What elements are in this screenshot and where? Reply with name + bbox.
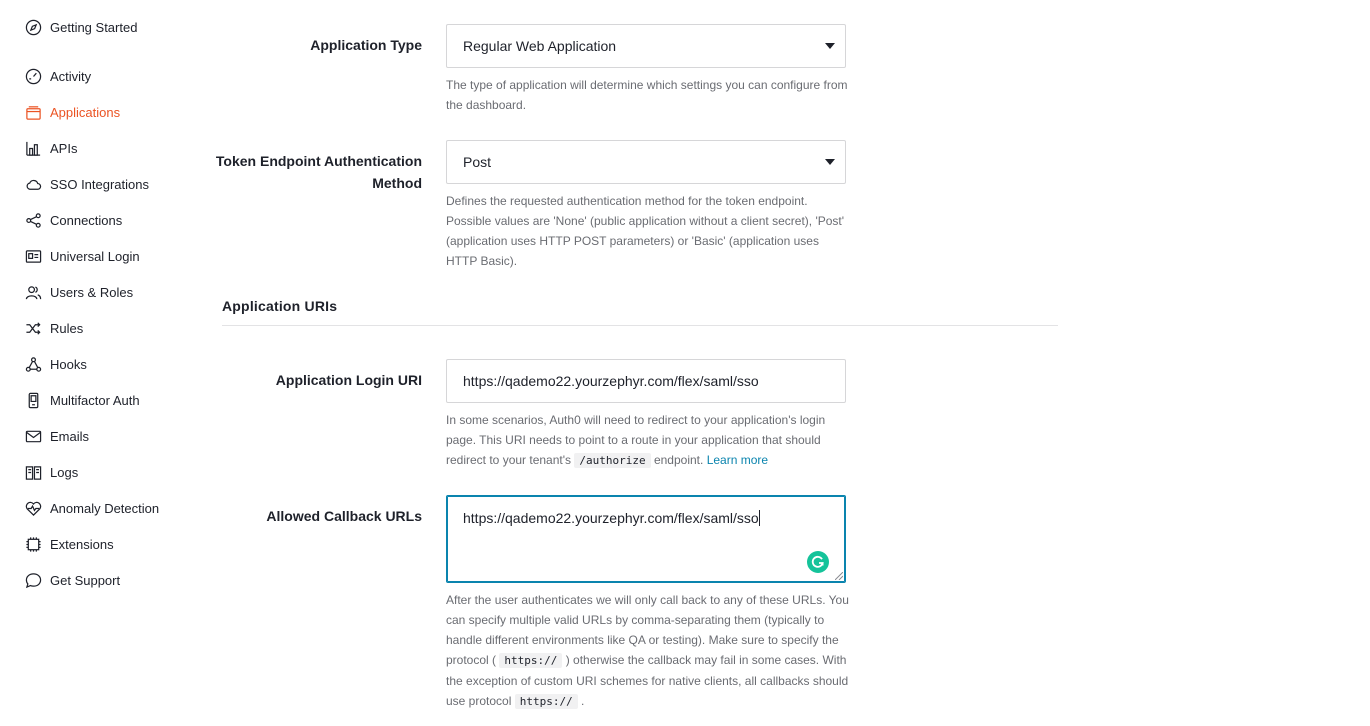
section-divider bbox=[222, 325, 1058, 326]
chat-bubble-icon bbox=[24, 571, 42, 589]
token-auth-label bbox=[202, 150, 422, 194]
cloud-icon bbox=[24, 175, 42, 193]
applications-icon bbox=[24, 103, 42, 121]
callback-help-text-2: ) otherwise the callback may fail in some cases. With the exception of custom URI schemes for native clients, all callbacks should use protocol bbox=[446, 653, 849, 708]
sidebar-item-label: Logs bbox=[50, 464, 79, 480]
sidebar-item-label: Connections bbox=[50, 212, 123, 228]
https-code: https:// bbox=[515, 694, 578, 709]
sidebar-item-anomaly-detection[interactable] bbox=[24, 497, 159, 519]
callback-urls-label: Allowed Callback URLs bbox=[266, 508, 422, 524]
sidebar-item-universal-login[interactable] bbox=[24, 245, 140, 267]
sidebar-item-label: Activity bbox=[50, 68, 92, 84]
sidebar-item-rules[interactable] bbox=[24, 317, 83, 339]
login-uri-value: https://qademo22.yourzephyr.com/flex/saml/sso bbox=[463, 373, 759, 389]
chevron-down-icon bbox=[825, 43, 835, 49]
sidebar-item-label: Extensions bbox=[50, 536, 114, 552]
grammarly-icon[interactable] bbox=[807, 551, 829, 573]
authorize-code: /authorize bbox=[574, 453, 650, 468]
token-auth-select[interactable] bbox=[446, 140, 846, 184]
login-window-icon bbox=[24, 247, 42, 265]
sidebar-item-get-support[interactable] bbox=[24, 569, 120, 591]
application-type-select[interactable] bbox=[446, 24, 846, 68]
callback-urls-textarea[interactable] bbox=[446, 495, 846, 583]
token-auth-help: Defines the requested authentication method for the token endpoint. Possible values are 'None' (public application without a client secret), 'Post' (application uses HTTP POST parameters) or 'Basic' (application uses HTTP Basic). bbox=[446, 194, 845, 268]
sidebar-item-label: Emails bbox=[50, 428, 90, 444]
sidebar-item-label: Multifactor Auth bbox=[50, 392, 140, 408]
section-title-application-uris: Application URIs bbox=[222, 298, 338, 314]
token-auth-value: Post bbox=[463, 154, 492, 170]
chip-icon bbox=[24, 535, 42, 553]
gauge-icon bbox=[24, 67, 42, 85]
sidebar-item-label: Applications bbox=[50, 104, 121, 120]
sidebar-item-multifactor-auth[interactable] bbox=[24, 389, 140, 411]
learn-more-link[interactable]: Learn more bbox=[706, 453, 769, 467]
envelope-icon bbox=[24, 427, 42, 445]
sidebar-item-activity[interactable] bbox=[24, 65, 91, 87]
login-uri-label: Application Login URI bbox=[275, 372, 422, 388]
https-code: https:// bbox=[499, 653, 562, 668]
heart-pulse-icon bbox=[24, 499, 42, 517]
sidebar-item-label: Rules bbox=[50, 320, 84, 336]
book-icon bbox=[24, 463, 42, 481]
share-icon bbox=[24, 211, 42, 229]
sidebar-item-hooks[interactable] bbox=[24, 353, 87, 375]
login-uri-help bbox=[446, 410, 850, 471]
sidebar-item-extensions[interactable] bbox=[24, 533, 114, 555]
callback-help-text-1: After the user authenticates we will only call back to any of these URLs. You can specify multiple valid URLs by comma-separating them (typically to handle different environments like QA or testing). Make sure to specify the protocol ( bbox=[446, 593, 849, 667]
phone-icon bbox=[24, 391, 42, 409]
sidebar bbox=[0, 0, 200, 726]
sidebar-item-label: Getting Started bbox=[50, 19, 138, 35]
sidebar-item-label: Users & Roles bbox=[50, 284, 134, 300]
chevron-down-icon bbox=[825, 159, 835, 165]
sidebar-item-logs[interactable] bbox=[24, 461, 78, 483]
application-type-label: Application Type bbox=[310, 37, 422, 53]
login-uri-input[interactable] bbox=[446, 359, 846, 403]
callback-urls-help bbox=[446, 590, 850, 712]
callback-urls-value: https://qademo22.yourzephyr.com/flex/saml/sso bbox=[463, 510, 759, 526]
resize-handle-icon[interactable] bbox=[835, 572, 843, 580]
application-type-help: The type of application will determine which settings you can configure from the dashboard. bbox=[446, 78, 848, 112]
sidebar-item-applications[interactable] bbox=[24, 101, 120, 123]
token-auth-label-line2: Method bbox=[372, 175, 422, 191]
application-type-value: Regular Web Application bbox=[463, 38, 617, 54]
sidebar-item-sso-integrations[interactable] bbox=[24, 173, 149, 195]
sidebar-item-label: APIs bbox=[50, 140, 78, 156]
apis-icon bbox=[24, 139, 42, 157]
sidebar-item-label: Anomaly Detection bbox=[50, 500, 160, 516]
hooks-icon bbox=[24, 355, 42, 373]
sidebar-item-getting-started[interactable] bbox=[24, 16, 137, 38]
callback-help-text-3: . bbox=[581, 694, 585, 708]
login-uri-help-text: In some scenarios, Auth0 will need to redirect to your application's login page. This URI needs to point to a route in your application that should redirect to your tenant's bbox=[446, 413, 826, 467]
login-uri-help-text-end: endpoint. bbox=[653, 453, 704, 467]
shuffle-icon bbox=[24, 319, 42, 337]
compass-icon bbox=[24, 18, 42, 36]
sidebar-item-label: Universal Login bbox=[50, 248, 140, 264]
sidebar-item-connections[interactable] bbox=[24, 209, 122, 231]
sidebar-item-label: Hooks bbox=[50, 356, 87, 372]
sidebar-item-emails[interactable] bbox=[24, 425, 89, 447]
sidebar-item-label: SSO Integrations bbox=[50, 176, 149, 192]
token-auth-label-line1: Token Endpoint Authentication bbox=[215, 153, 422, 169]
sidebar-item-apis[interactable] bbox=[24, 137, 77, 159]
users-icon bbox=[24, 283, 42, 301]
text-cursor bbox=[759, 510, 760, 526]
sidebar-item-label: Get Support bbox=[50, 572, 121, 588]
sidebar-item-users-roles[interactable] bbox=[24, 281, 133, 303]
